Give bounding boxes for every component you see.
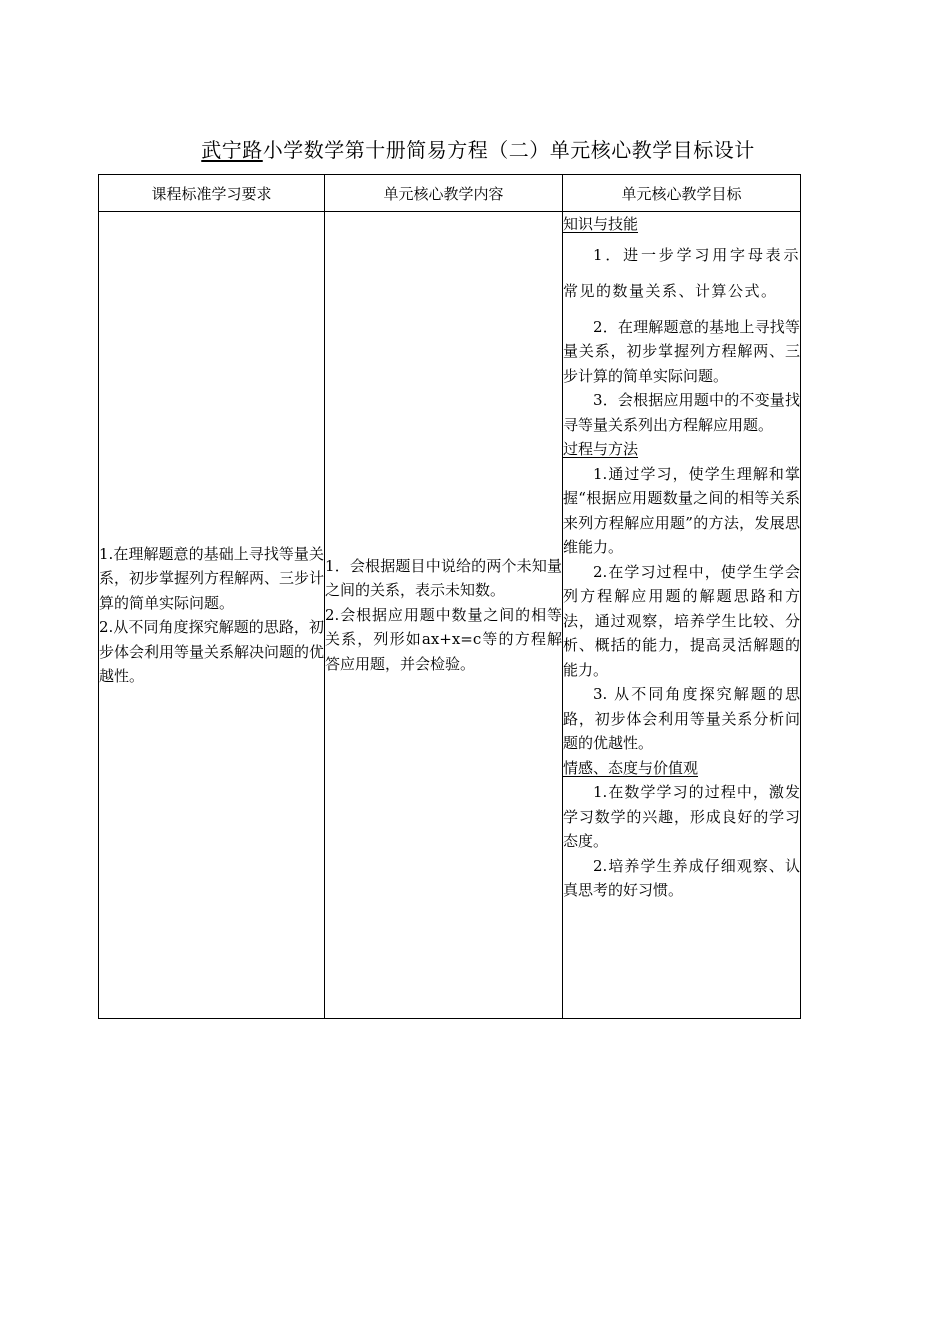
goal-item: 2.在学习过程中，使学生学会列方程解应用题的解题思路和方法，通过观察，培养学生比较、分析、概括的能力，提高灵活解题的能力。 (563, 562, 800, 679)
standards-item: 2.从不同角度探究解题的思路，初步体会利用等量关系解决问题的优越性。 (99, 618, 325, 685)
objectives-table (98, 174, 801, 1019)
content-item: 2.会根据应用题中数量之间的相等关系，列形如ax+x=c等的方程解答应用题，并会检验。 (325, 605, 562, 673)
goal-item: 3. 从不同角度探究解题的思路，初步体会利用等量关系分析问题的优越性。 (563, 685, 800, 752)
header-goals: 单元核心教学目标 (563, 175, 801, 212)
body-row (99, 212, 801, 1019)
goal-item: 1．进一步学习用字母表示常见的数量关系、计算公式。 (563, 245, 800, 300)
content-cell (325, 212, 563, 1019)
content-item: 1．会根据题目中说给的两个未知量之间的关系，表示未知数。 (325, 556, 562, 600)
goal-item: 1.通过学习，使学生理解和掌握“根据应用题数量之间的相等关系来列方程解应用题”的方法，发展思维能力。 (563, 464, 800, 556)
header-row (99, 175, 801, 212)
header-standards: 课程标准学习要求 (99, 175, 325, 212)
section-emotion-title: 情感、态度与价值观 (563, 758, 699, 777)
page-title (0, 134, 950, 166)
title-text: 小学数学第十册简易方程（二）单元核心教学目标设计 (262, 138, 755, 162)
goal-item: 2．在理解题意的基地上寻找等量关系，初步掌握列方程解两、三步计算的简单实际问题。 (563, 317, 800, 385)
goal-item: 1.在数学学习的过程中，激发学习数学的兴趣，形成良好的学习态度。 (563, 783, 800, 850)
goal-item: 3．会根据应用题中的不变量找寻等量关系列出方程解应用题。 (563, 391, 800, 434)
section-knowledge-title: 知识与技能 (563, 215, 639, 233)
section-process-title: 过程与方法 (563, 440, 639, 458)
goals-cell (563, 212, 801, 1019)
school-name: 武宁路 (201, 138, 263, 162)
goal-item: 2.培养学生养成仔细观察、认真思考的好习惯。 (563, 856, 800, 899)
standards-cell (99, 212, 325, 1019)
header-content: 单元核心教学内容 (325, 175, 563, 212)
standards-item: 1.在理解题意的基础上寻找等量关系，初步掌握列方程解两、三步计算的简单实际问题。 (99, 544, 325, 612)
